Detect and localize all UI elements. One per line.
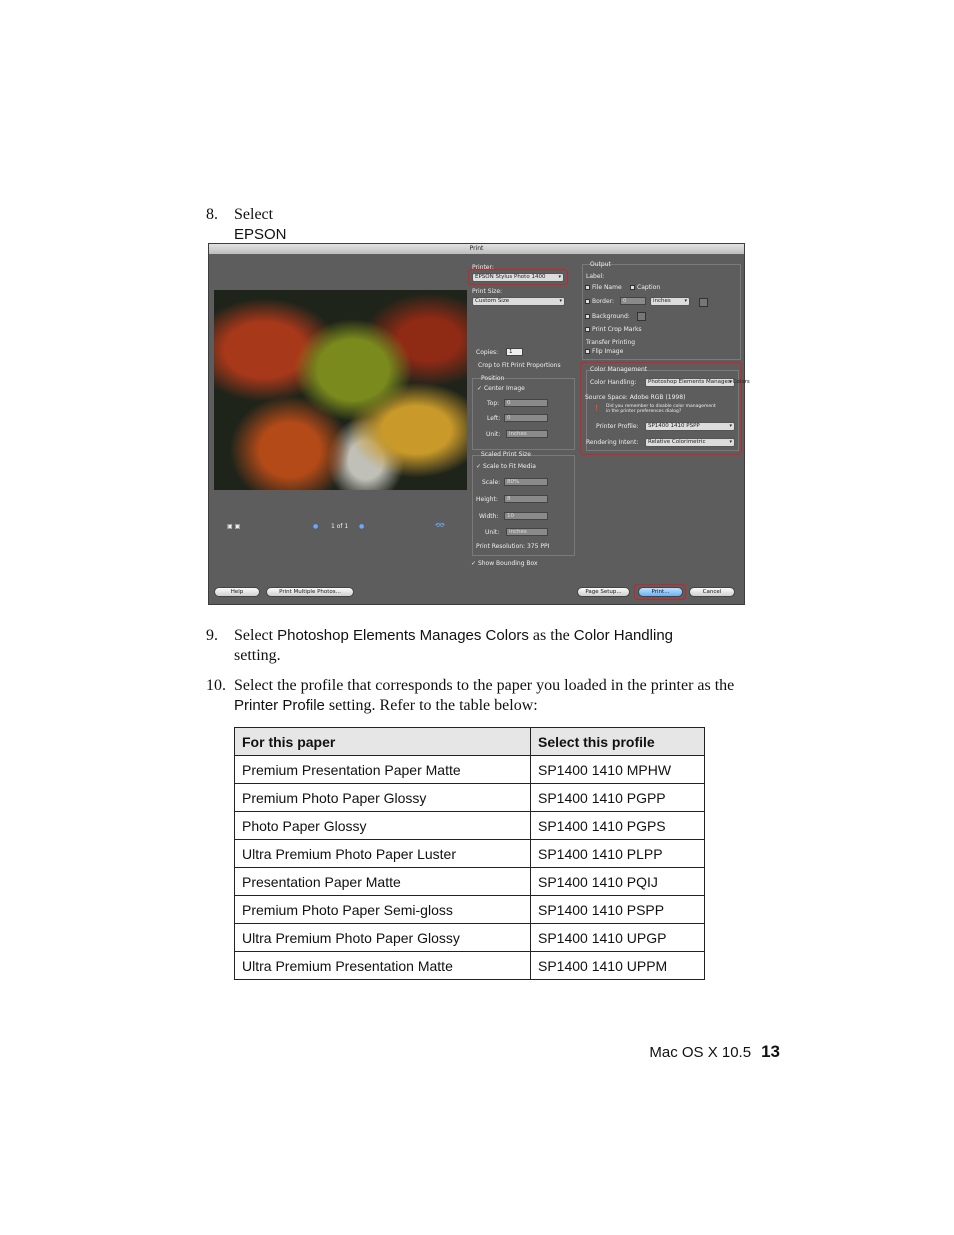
photo-preview (214, 290, 467, 490)
table-header-row (235, 728, 705, 756)
page-number: 13 (761, 1042, 780, 1061)
printer-highlight (468, 269, 568, 285)
unit2-label: Unit: (485, 529, 500, 536)
profile-cell: SP1400 1410 MPHW (531, 756, 705, 784)
height-label: Height: (476, 496, 498, 503)
profile-cell: SP1400 1410 PQIJ (531, 868, 705, 896)
flip-image-label: Flip Image (592, 348, 624, 355)
color-management-highlight (580, 362, 742, 455)
paper-cell: Photo Paper Glossy (235, 812, 531, 840)
center-image-checkbox[interactable]: ✓ Center Image (477, 385, 525, 392)
print-size-label: Print Size: (472, 288, 503, 295)
show-bbox-checkbox[interactable]: ✓ Show Bounding Box (471, 560, 538, 567)
table-row (235, 924, 705, 952)
scale-to-fit-checkbox[interactable]: ✓ Scale to Fit Media (476, 463, 536, 470)
border-unit-select[interactable]: inches ▾ (650, 297, 690, 306)
paper-cell: Ultra Premium Photo Paper Luster (235, 840, 531, 868)
rotate-icon[interactable]: ⟲⟳ (435, 522, 446, 529)
page-footer (649, 1042, 780, 1062)
help-button[interactable]: Help (214, 587, 260, 597)
transfer-printing-label: Transfer Printing (586, 339, 636, 346)
table-row (235, 840, 705, 868)
left-label: Left: (487, 415, 501, 422)
color-management-label: Color Management (590, 366, 648, 373)
paper-cell: Premium Photo Paper Semi-gloss (235, 896, 531, 924)
dialog-title: Print (209, 244, 744, 254)
border-color-swatch[interactable] (699, 298, 708, 307)
reminder-line-1: Did you remember to disable color management (606, 404, 716, 409)
color-handling-label: Color Handling: (590, 379, 637, 386)
source-space: Source Space: Adobe RGB (1998) (585, 394, 686, 401)
print-button[interactable]: Print... (638, 587, 683, 597)
profile-cell: SP1400 1410 UPPM (531, 952, 705, 980)
paper-cell: Premium Photo Paper Glossy (235, 784, 531, 812)
step-number: 9. (206, 627, 218, 644)
width-label: Width: (479, 513, 499, 520)
unit2-select[interactable]: inches (506, 528, 548, 536)
printer-profile-select[interactable]: SP1400 1410 PSPP ▾ (645, 422, 735, 431)
flip-image-checkbox[interactable] (585, 349, 590, 354)
page-setup-button[interactable]: Page Setup... (577, 587, 630, 597)
profile-cell: SP1400 1410 PSPP (531, 896, 705, 924)
print-size-select[interactable]: Custom Size ▾ (472, 297, 565, 306)
scaled-label: Scaled Print Size (481, 451, 531, 458)
caption-label: Caption (637, 284, 661, 291)
ui-term: EPSON (234, 226, 287, 243)
paper-profile-table (234, 727, 705, 980)
unit-select[interactable]: inches (506, 430, 548, 438)
next-page-icon[interactable]: ● (359, 523, 365, 530)
border-input[interactable]: 0 (620, 297, 646, 305)
cancel-button[interactable]: Cancel (689, 587, 735, 597)
left-input[interactable]: 0 (504, 414, 548, 422)
prev-page-icon[interactable]: ● (313, 523, 319, 530)
table-row (235, 868, 705, 896)
reminder-line-2: in the printer preferences dialog? (606, 409, 682, 414)
page-count: 1 of 1 (331, 523, 349, 530)
section-name: Mac OS X 10.5 (649, 1044, 752, 1061)
ui-term: Color Handling (573, 627, 674, 644)
step-number: 8. (206, 206, 218, 223)
profile-cell: SP1400 1410 PGPS (531, 812, 705, 840)
step-text: Select the profile that corresponds to the paper you loaded in the printer as the Printer Profile setting. Refer to the table below: (234, 677, 735, 714)
step-text: Select EPSON (234, 205, 299, 385)
crop-marks-label: Print Crop Marks (592, 326, 642, 333)
scale-label: Scale: (482, 479, 501, 486)
border-label: Border: (592, 298, 615, 305)
table-row (235, 784, 705, 812)
header-profile: Select this profile (531, 728, 705, 756)
table-row (235, 952, 705, 980)
printer-label: Printer: (472, 264, 494, 271)
paper-cell: Premium Presentation Paper Matte (235, 756, 531, 784)
file-name-label: File Name (592, 284, 622, 291)
print-button-highlight (634, 584, 686, 600)
output-label: Output (590, 261, 611, 268)
print-multiple-button[interactable]: Print Multiple Photos... (266, 587, 354, 597)
print-dialog-screenshot (208, 243, 750, 605)
ui-term: Printer Profile (234, 697, 325, 714)
crop-fit-label: Crop to Fit Print Proportions (478, 362, 561, 369)
step-9 (206, 626, 766, 668)
position-label: Position (481, 375, 505, 382)
copies-label: Copies: (476, 349, 499, 356)
header-paper: For this paper (235, 728, 531, 756)
profile-cell: SP1400 1410 PLPP (531, 840, 705, 868)
print-resolution: Print Resolution: 375 PPI (476, 543, 550, 550)
border-checkbox[interactable] (585, 299, 590, 304)
paper-cell: Presentation Paper Matte (235, 868, 531, 896)
step-10 (206, 676, 766, 718)
table-row (235, 896, 705, 924)
warning-icon: ❗ (593, 405, 601, 412)
file-name-checkbox[interactable] (585, 285, 590, 290)
background-checkbox[interactable] (585, 314, 590, 319)
background-label: Background: (592, 313, 630, 320)
copies-input[interactable]: 1 (506, 348, 523, 356)
printer-profile-label: Printer Profile: (596, 423, 639, 430)
profile-cell: SP1400 1410 UPGP (531, 924, 705, 952)
rendering-intent-label: Rendering Intent: (586, 439, 639, 446)
top-input[interactable]: 0 (504, 399, 548, 407)
step-number: 10. (206, 677, 226, 694)
caption-checkbox[interactable] (630, 285, 635, 290)
background-color-swatch[interactable] (637, 312, 646, 321)
profile-cell: SP1400 1410 PGPP (531, 784, 705, 812)
ui-term: Photoshop Elements Manages Colors (277, 627, 529, 644)
preview-icons: ▣ ▣ (227, 523, 241, 530)
step-text: Select Photoshop Elements Manages Colors as the Color Handling setting. (234, 627, 674, 664)
crop-marks-checkbox[interactable] (585, 327, 590, 332)
rendering-intent-select[interactable]: Relative Colorimetric ▾ (645, 438, 735, 447)
table-row (235, 756, 705, 784)
scale-input[interactable]: 80% (504, 478, 548, 486)
height-input[interactable]: 8 (504, 495, 548, 503)
table-row (235, 812, 705, 840)
width-input[interactable]: 10 (504, 512, 548, 520)
unit-label: Unit: (486, 431, 501, 438)
paper-cell: Ultra Premium Presentation Matte (235, 952, 531, 980)
top-label: Top: (487, 400, 500, 407)
printer-select[interactable]: EPSON Stylus Photo 1400 ▾ (472, 273, 564, 282)
paper-cell: Ultra Premium Photo Paper Glossy (235, 924, 531, 952)
label-label: Label: (586, 273, 605, 280)
color-handling-select[interactable]: Photoshop Elements Manages Colors ▾ (645, 378, 735, 387)
